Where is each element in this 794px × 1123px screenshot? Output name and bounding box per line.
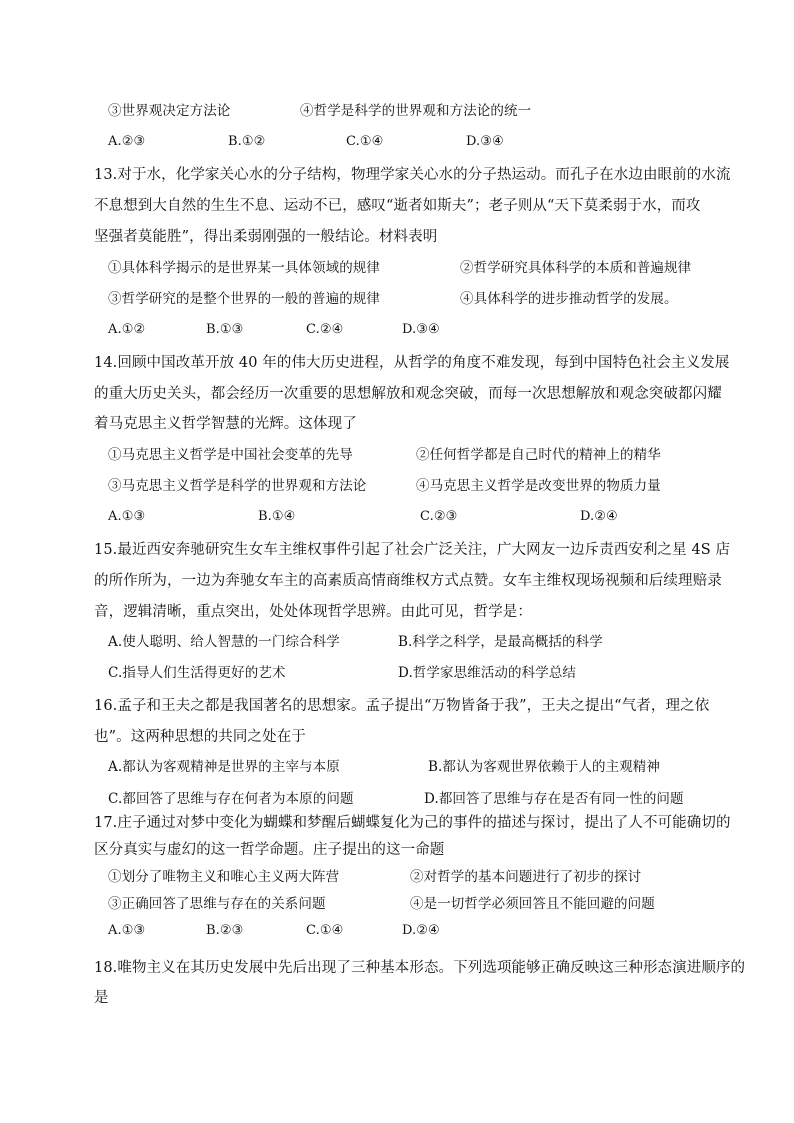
q15-option-c: C.指导人们生活得更好的艺术 [108,665,286,681]
q13-stem-line-2: 不息想到大自然的生生不息、运动不已，感叹“逝者如斯夫”；老子则从“天下莫柔弱于水，而攻 [94,198,701,214]
q17-statement-1: ①划分了唯物主义和唯心主义两大阵营 [108,869,340,885]
q17-answer-c: C.①④ [306,923,344,938]
q16-option-a: A.都认为客观精神是世界的主宰与本原 [108,759,340,775]
q14-statement-2: ②任何哲学都是自己时代的精神上的精华 [416,447,661,463]
q13-stem-line-3: 坚强者莫能胜”，得出柔弱刚强的一般结论。材料表明 [94,229,438,245]
q14-statement-1: ①马克思主义哲学是中国社会变革的先导 [108,447,353,463]
q12-answer-c: C.①④ [346,134,384,149]
q14-stem-line-3: 着马克思主义哲学智慧的光辉。这体现了 [94,416,357,432]
q17-statement-2: ②对哲学的基本问题进行了初步的探讨 [410,869,642,885]
q15-option-a: A.使人聪明、给人智慧的一门综合科学 [108,634,340,650]
q17-statement-3: ③正确回答了思维与存在的关系问题 [108,896,326,912]
q14-statement-3: ③马克思主义哲学是科学的世界观和方法论 [108,478,367,494]
q13-answer-b: B.①③ [206,322,244,337]
q13-answer-d: D.③④ [402,322,440,337]
q14-answer-b: B.①④ [258,509,296,524]
q13-statement-1: ①具体科学揭示的是世界某一具体领域的规律 [108,260,380,276]
q12-answer-d: D.③④ [466,134,504,149]
q16-option-c: C.都回答了思维与存在何者为本原的问题 [108,791,354,807]
q12-statement-4: ④哲学是科学的世界观和方法论的统一 [300,103,532,119]
q13-stem-line-1: 13.对于水，化学家关心水的分子结构，物理学家关心水的分子热运动。而孔子在水边由眼前的水流 [94,167,731,183]
q12-statement-3: ③世界观决定方法论 [108,103,231,119]
q16-stem-line-2: 也”。这两种思想的共同之处在于 [94,729,306,745]
q15-option-b: B.科学之科学，是最高概括的科学 [398,634,603,650]
q15-option-d: D.哲学家思维活动的科学总结 [398,665,577,681]
q12-answer-b: B.①② [228,134,266,149]
q17-stem-line-2: 区分真实与虚幻的这一哲学命题。庄子提出的这一命题 [94,842,445,858]
q16-stem-line-1: 16.孟子和王夫之都是我国著名的思想家。孟子提出“万物皆备于我”，王夫之提出“气者，理之依 [94,698,710,714]
q14-answer-d: D.②④ [580,509,618,524]
q14-answer-c: C.②③ [420,509,458,524]
q13-answer-a: A.①② [108,322,146,337]
q13-statement-2: ②哲学研究具体科学的本质和普遍规律 [460,260,692,276]
q18-stem-line-1: 18.唯物主义在其历史发展中先后出现了三种基本形态。下列选项能够正确反映这三种形态演进顺序的 [94,960,746,976]
q13-statement-3: ③哲学研究的是整个世界的一般的普遍的规律 [108,291,380,307]
q13-statement-4: ④具体科学的进步推动哲学的发展。 [460,291,678,307]
q14-statement-4: ④马克思主义哲学是改变世界的物质力量 [416,478,661,494]
q15-stem-line-2: 的所作所为，一边为奔驰女车主的高素质高情商维权方式点赞。女车主维权现场视频和后续理赔录 [94,573,722,589]
q15-stem-line-3: 音，逻辑清晰，重点突出，处处体现哲学思辨。由此可见，哲学是： [94,604,532,620]
q15-stem-line-1: 15.最近西安奔驰研究生女车主维权事件引起了社会广泛关注，广大网友一边斥责西安利之星 4S 店 [94,542,731,558]
q17-answer-a: A.①③ [108,923,146,938]
q17-statement-4: ④是一切哲学必须回答且不能回避的问题 [410,896,655,912]
q12-answer-a: A.②③ [108,134,146,149]
q17-answer-b: B.②③ [206,923,244,938]
q13-answer-c: C.②④ [306,322,344,337]
q17-stem-line-1: 17.庄子通过对梦中变化为蝴蝶和梦醒后蝴蝶复化为己的事件的描述与探讨，提出了人不可能确切的 [94,815,731,831]
q14-stem-line-1: 14.回顾中国改革开放 40 年的伟大历史进程，从哲学的角度不难发现，每到中国特色社会主义发展 [94,355,730,371]
q16-option-b: B.都认为客观世界依赖于人的主观精神 [428,759,661,775]
q18-stem-line-2: 是 [94,990,109,1006]
q14-stem-line-2: 的重大历史关头，都会经历一次重要的思想解放和观念突破，而每一次思想解放和观念突破都闪耀 [94,386,722,402]
q16-option-d: D.都回答了思维与存在是否有同一性的问题 [424,791,684,807]
q17-answer-d: D.②④ [402,923,440,938]
q14-answer-a: A.①③ [108,509,146,524]
